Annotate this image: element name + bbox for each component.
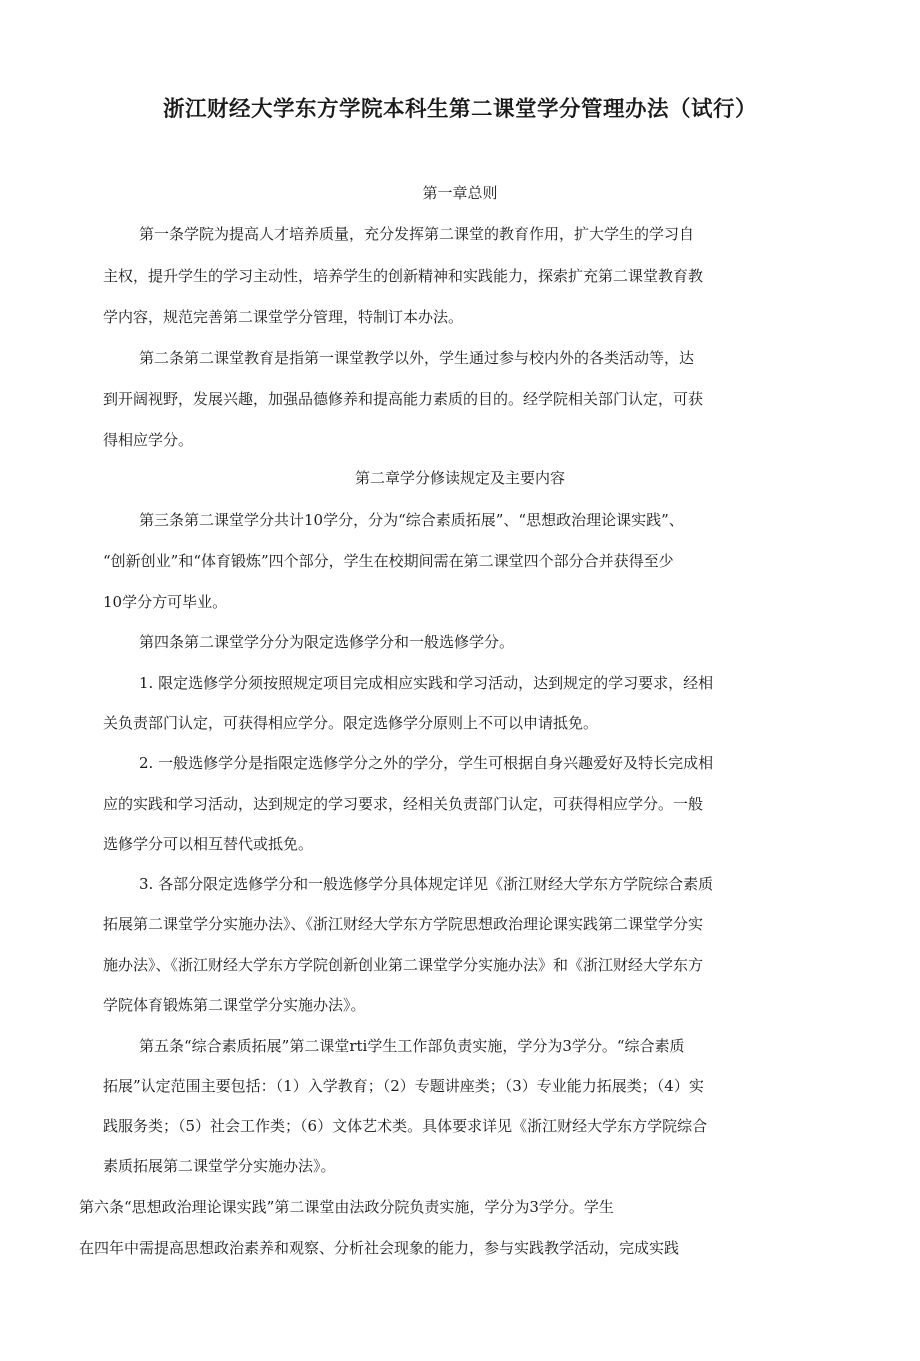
paragraph-line: 第四条第二课堂学分分为限定选修学分和一般选修学分。 bbox=[139, 633, 515, 651]
chapter-2-heading: 第二章学分修读规定及主要内容 bbox=[354, 469, 565, 487]
paragraph-line: “创新创业”和“体育锻炼”四个部分，学生在校期间需在第二课堂四个部分合并获得至少 bbox=[103, 552, 674, 570]
paragraph-line: 第五条“综合素质拓展”第二课堂rti学生工作部负责实施，学分为3学分。“综合素质 bbox=[139, 1037, 685, 1055]
paragraph-line: 第一条学院为提高人才培养质量，充分发挥第二课堂的教育作用，扩大学生的学习自 bbox=[139, 225, 695, 243]
paragraph-line: 第六条“思想政治理论课实践”第二课堂由法政分院负责实施，学分为3学分。学生 bbox=[79, 1198, 614, 1216]
paragraph-line: 应的实践和学习活动，达到规定的学习要求，经相关负责部门认定，可获得相应学分。一般 bbox=[103, 795, 704, 813]
paragraph-line: 学院体育锻炼第二课堂学分实施办法》。 bbox=[103, 996, 366, 1014]
paragraph-line: 第三条第二课堂学分共计10学分，分为“综合素质拓展”、“思想政治理论课实践”、 bbox=[139, 511, 684, 529]
document-title: 浙江财经大学东方学院本科生第二课堂学分管理办法（试行） bbox=[162, 97, 757, 122]
paragraph-line: 学内容，规范完善第二课堂学分管理，特制订本办法。 bbox=[103, 308, 464, 326]
paragraph-line: 到开阔视野，发展兴趣，加强品德修养和提高能力素质的目的。经学院相关部门认定，可获 bbox=[103, 390, 704, 408]
chapter-1-heading: 第一章总则 bbox=[422, 184, 498, 202]
paragraph-line: 3. 各部分限定选修学分和一般选修学分具体规定详见《浙江财经大学东方学院综合素质 bbox=[139, 875, 714, 893]
paragraph-line: 施办法》、《浙江财经大学东方学院创新创业第二课堂学分实施办法》和《浙江财经大学东方 bbox=[103, 956, 704, 974]
paragraph-line: 拓展第二课堂学分实施办法》、《浙江财经大学东方学院思想政治理论课实践第二课堂学分实 bbox=[103, 915, 704, 933]
paragraph-line: 选修学分可以相互替代或抵免。 bbox=[103, 835, 314, 853]
paragraph-line: 践服务类；（5）社会工作类；（6）文体艺术类。具体要求详见《浙江财经大学东方学院综合 bbox=[103, 1117, 708, 1135]
paragraph-line: 10学分方可毕业。 bbox=[103, 593, 228, 611]
paragraph-line: 1. 限定选修学分须按照规定项目完成相应实践和学习活动，达到规定的学习要求，经相 bbox=[139, 674, 714, 692]
paragraph-line: 得相应学分。 bbox=[103, 431, 194, 449]
paragraph-line: 主权，提升学生的学习主动性，培养学生的创新精神和实践能力，探索扩充第二课堂教育教 bbox=[103, 267, 704, 285]
paragraph-line: 关负责部门认定，可获得相应学分。限定选修学分原则上不可以申请抵免。 bbox=[103, 714, 599, 732]
paragraph-line: 2. 一般选修学分是指限定选修学分之外的学分，学生可根据自身兴趣爱好及特长完成相 bbox=[139, 754, 714, 772]
paragraph-line: 素质拓展第二课堂学分实施办法》。 bbox=[103, 1157, 336, 1175]
paragraph-line: 拓展”认定范围主要包括：（1）入学教育；（2）专题讲座类；（3）专业能力拓展类；（4）实 bbox=[103, 1077, 704, 1095]
paragraph-line: 第二条第二课堂教育是指第一课堂教学以外，学生通过参与校内外的各类活动等，达 bbox=[139, 349, 695, 367]
paragraph-line: 在四年中需提高思想政治素养和观察、分析社会现象的能力，参与实践教学活动，完成实践 bbox=[79, 1239, 680, 1257]
